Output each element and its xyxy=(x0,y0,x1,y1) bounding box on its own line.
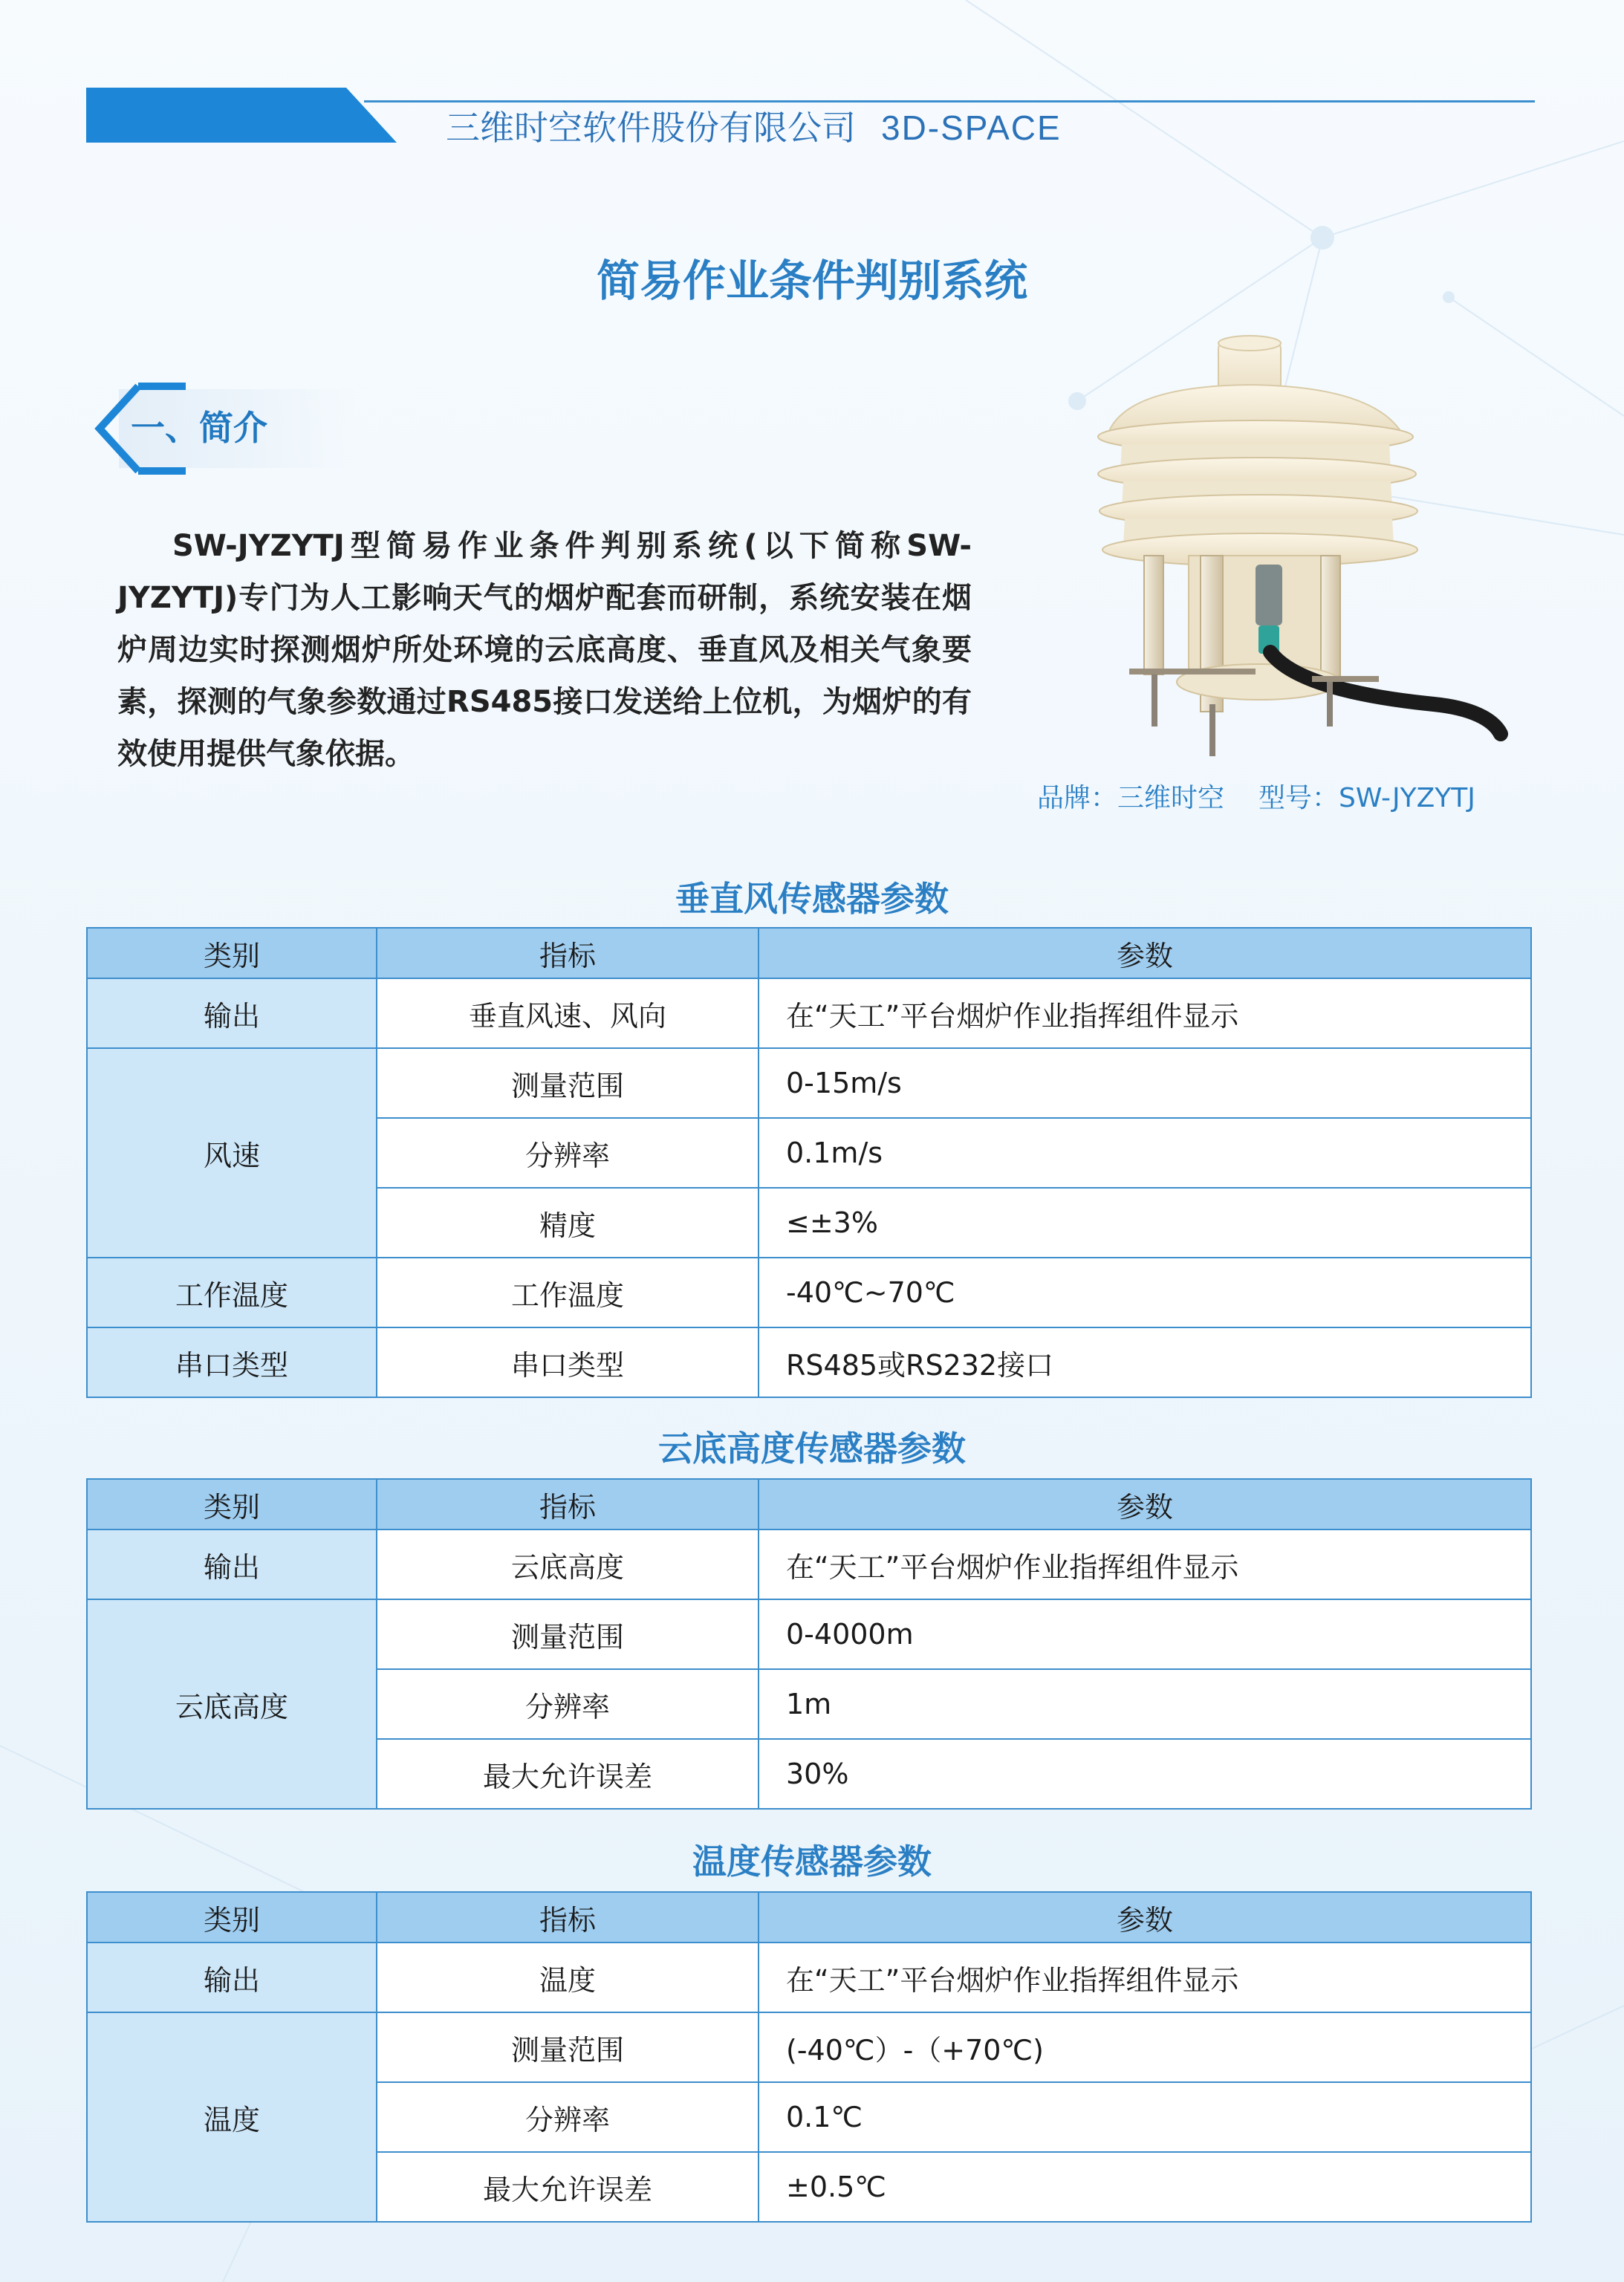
header-rule xyxy=(364,100,1535,103)
column-header: 指标 xyxy=(377,1892,759,1943)
indicator-cell: 测量范围 xyxy=(377,1599,759,1669)
value-cell: 0-15m/s xyxy=(759,1048,1531,1118)
value-cell: 在“天工”平台烟炉作业指挥组件显示 xyxy=(759,1530,1531,1599)
table-temperature xyxy=(86,1891,1532,2223)
table-row xyxy=(87,1327,1531,1397)
table-header-row xyxy=(87,1479,1531,1530)
indicator-cell: 测量范围 xyxy=(377,2012,759,2082)
value-cell: -40℃~70℃ xyxy=(759,1258,1531,1327)
indicator-cell: 分辨率 xyxy=(377,1669,759,1739)
product-image xyxy=(1048,333,1508,778)
value-cell: 0.1m/s xyxy=(759,1118,1531,1188)
table-vertical-wind xyxy=(86,927,1532,1398)
table-header-row xyxy=(87,928,1531,978)
table-row xyxy=(87,1258,1531,1327)
column-header: 指标 xyxy=(377,928,759,978)
category-cell: 风速 xyxy=(87,1048,377,1258)
column-header: 类别 xyxy=(87,1479,377,1530)
table-title-temperature: 温度传感器参数 xyxy=(692,1841,932,1882)
value-cell: 在“天工”平台烟炉作业指挥组件显示 xyxy=(759,978,1531,1048)
category-cell: 输出 xyxy=(87,978,377,1048)
section-heading xyxy=(89,382,357,475)
product-brand: 品牌：三维时空 xyxy=(1037,783,1225,813)
indicator-cell: 最大允许误差 xyxy=(377,2152,759,2222)
section-title: 一、简介 xyxy=(131,408,267,448)
value-cell: RS485或RS232接口 xyxy=(759,1327,1531,1397)
table-title-vertical-wind: 垂直风传感器参数 xyxy=(675,879,949,919)
category-cell: 串口类型 xyxy=(87,1327,377,1397)
value-cell: 0.1℃ xyxy=(759,2082,1531,2152)
value-cell: ≤±3% xyxy=(759,1188,1531,1258)
category-cell: 输出 xyxy=(87,1943,377,2012)
value-cell: ±0.5℃ xyxy=(759,2152,1531,2222)
table-row xyxy=(87,2012,1531,2082)
company-name xyxy=(446,104,1062,152)
header-accent-bar xyxy=(86,88,397,143)
table-row xyxy=(87,1599,1531,1669)
value-cell: (-40℃）-（+70℃) xyxy=(759,2012,1531,2082)
column-header: 参数 xyxy=(759,928,1531,978)
indicator-cell: 工作温度 xyxy=(377,1258,759,1327)
value-cell: 30% xyxy=(759,1739,1531,1809)
company-name-cn: 三维时空软件股份有限公司 xyxy=(446,108,856,148)
company-name-en: 3D-SPACE xyxy=(881,108,1062,147)
indicator-cell: 分辨率 xyxy=(377,2082,759,2152)
indicator-cell: 精度 xyxy=(377,1188,759,1258)
indicator-cell: 测量范围 xyxy=(377,1048,759,1118)
category-cell: 工作温度 xyxy=(87,1258,377,1327)
value-cell: 0-4000m xyxy=(759,1599,1531,1669)
category-cell: 输出 xyxy=(87,1530,377,1599)
product-model: 型号：SW-JYZYTJ xyxy=(1258,783,1475,813)
column-header: 参数 xyxy=(759,1479,1531,1530)
table-header-row xyxy=(87,1892,1531,1943)
indicator-cell: 温度 xyxy=(377,1943,759,2012)
indicator-cell: 最大允许误差 xyxy=(377,1739,759,1809)
column-header: 指标 xyxy=(377,1479,759,1530)
category-cell: 云底高度 xyxy=(87,1599,377,1809)
indicator-cell: 串口类型 xyxy=(377,1327,759,1397)
page-title: 简易作业条件判别系统 xyxy=(596,256,1027,306)
table-row xyxy=(87,1530,1531,1599)
table-row xyxy=(87,978,1531,1048)
value-cell: 1m xyxy=(759,1669,1531,1739)
value-cell: 在“天工”平台烟炉作业指挥组件显示 xyxy=(759,1943,1531,2012)
table-row xyxy=(87,1048,1531,1118)
product-caption xyxy=(1037,778,1475,819)
category-cell: 温度 xyxy=(87,2012,377,2222)
intro-paragraph: SW-JYZYTJ型简易作业条件判别系统(以下简称SW-JYZYTJ)专门为人工影响天气的烟炉配套而研制，系统安装在烟炉周边实时探测烟炉所处环境的云底高度、垂直风及相关气象要素，探测的气象参数通过RS485接口发送给上位机，为烟炉的有效使用提供气象依据。 xyxy=(117,529,972,771)
table-cloud-base xyxy=(86,1478,1532,1810)
table-title-cloud-base: 云底高度传感器参数 xyxy=(658,1428,966,1469)
column-header: 类别 xyxy=(87,928,377,978)
indicator-cell: 垂直风速、风向 xyxy=(377,978,759,1048)
column-header: 类别 xyxy=(87,1892,377,1943)
indicator-cell: 云底高度 xyxy=(377,1530,759,1599)
indicator-cell: 分辨率 xyxy=(377,1118,759,1188)
column-header: 参数 xyxy=(759,1892,1531,1943)
table-row xyxy=(87,1943,1531,2012)
